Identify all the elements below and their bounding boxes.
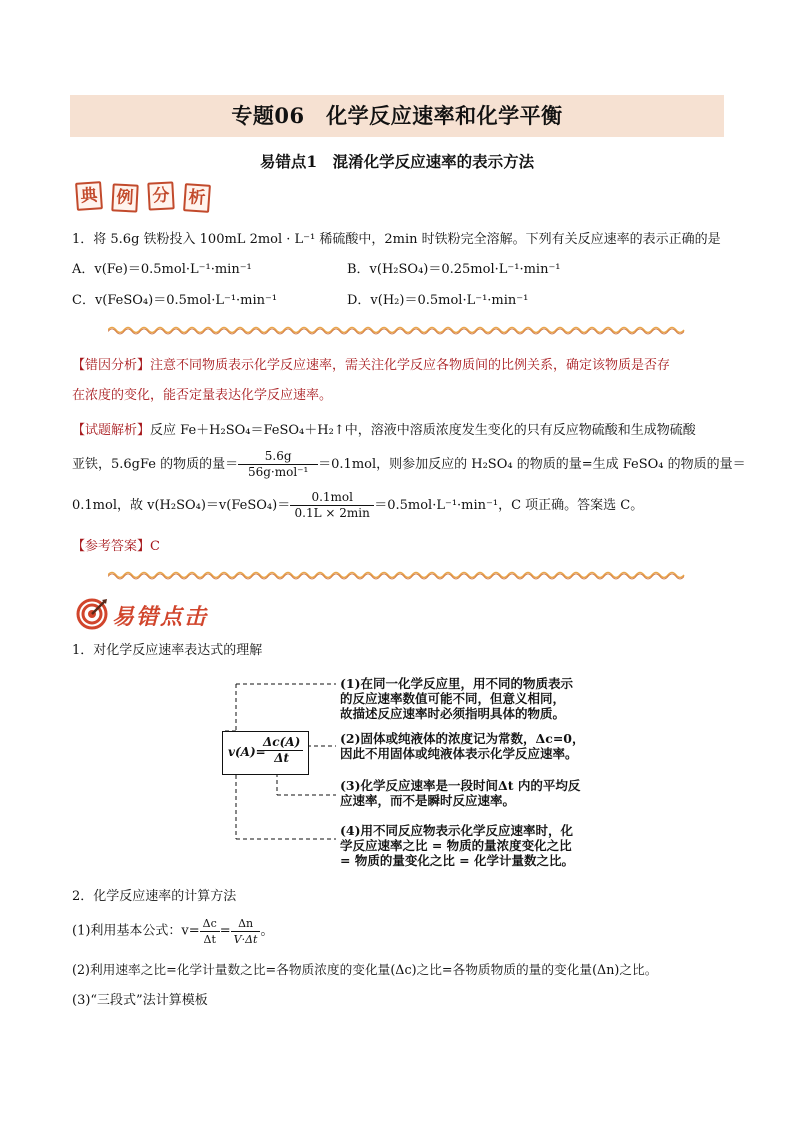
rate-formula-box [222,731,309,775]
option-b: B．v(H₂SO₄)＝0.25mol·L⁻¹·min⁻¹ [347,262,561,277]
section-2-item-2: (2)利用速率之比=化学计量数之比=各物质浓度的变化量(Δc)之比=各物质物质的量的变化量(Δn)之比。 [72,962,658,977]
note-1-line: (1)在同一化学反应里，用不同的物质表示 [340,676,574,691]
note-1-line: 故描述反应速率时必须指明具体的物质。 [340,706,566,721]
formula-denominator: Δt [274,751,290,765]
solution-text-2-post: ＝0.1mol，则参加反应的 H₂SO₄ 的物质的量=生成 FeSO₄ 的物质的量＝ [318,457,746,472]
section-2-heading: 2．化学反应速率的计算方法 [72,889,237,904]
item-1-pre: (1)利用基本公式：v= [72,923,200,939]
fraction-numerator: Δn [231,916,261,932]
target-icon [76,598,108,630]
note-4-line: 学反应速率之比 = 物质的量浓度变化之比 [340,838,572,853]
fraction-denominator: V·Δt [233,933,258,946]
section-2-item-1 [72,916,274,947]
option-d: D．v(H₂)＝0.5mol·L⁻¹·min⁻¹ [347,293,529,308]
banner-char-1: 典 [75,181,103,211]
solution-label: 【试题解析】 [72,423,151,438]
solution-line-1 [72,421,696,441]
error-point-banner [76,598,226,632]
banner-char-3: 分 [147,181,174,210]
note-1 [340,676,573,721]
section-1-heading: 1．对化学反应速率表达式的理解 [72,643,263,658]
note-3-line: (3)化学反应速率是一段时间Δt 内的平均反 [340,778,581,793]
fraction-rate [290,490,374,521]
answer-value: C [150,539,160,554]
note-4 [340,823,574,868]
solution-text-3-pre: 0.1mol，故 v(H₂SO₄)＝v(FeSO₄)＝ [72,498,291,513]
question-stem: 1．将 5.6g 铁粉投入 100mL 2mol · L⁻¹ 稀硫酸中，2min 时铁粉完全溶解。下列有关反应速率的表示正确的是 [72,232,721,247]
example-analysis-banner [76,182,216,214]
note-4-line: = 物质的量变化之比 = 化学计量数之比。 [340,853,575,868]
option-a: A．v(Fe)＝0.5mol·L⁻¹·min⁻¹ [72,262,252,277]
solution-line-3 [72,490,643,521]
item-1-fraction-2 [231,916,261,947]
note-2 [340,731,585,761]
page-subtitle: 易错点1 混淆化学反应速率的表示方法 [259,152,535,171]
note-2-line: (2)固体或纯液体的浓度记为常数，Δc=0， [340,731,585,746]
fraction-numerator: Δc [200,916,220,932]
fraction-mass-over-molar [238,449,318,480]
formula-lhs: v(A)= [228,745,266,759]
item-1-post: 。 [260,923,274,939]
error-analysis-label: 【错因分析】 [72,358,151,373]
banner-char-2: 例 [111,183,138,212]
option-c: C．v(FeSO₄)＝0.5mol·L⁻¹·min⁻¹ [72,293,278,308]
page-title: 专题06 化学反应速率和化学平衡 [231,103,563,128]
answer-label: 【参考答案】 [72,539,151,554]
item-1-fraction-1 [200,916,220,947]
fraction-numerator: 0.1mol [290,490,374,506]
section-2-item-3: (3)“三段式”法计算模板 [72,993,208,1008]
fraction-denominator: 0.1L × 2min [294,506,370,520]
note-1-line: 的反应速率数值可能不同，但意义相同， [340,691,566,706]
formula-fraction [260,735,303,766]
error-analysis-text-2: 在浓度的变化，能否定量表达化学反应速率。 [72,388,333,403]
fraction-numerator: 5.6g [238,449,318,465]
fraction-denominator: Δt [203,933,216,946]
formula-numerator: Δc(A) [260,735,303,751]
fraction-denominator: 56g·mol⁻¹ [247,465,309,479]
error-analysis-text-1: 注意不同物质表示化学反应速率，需关注化学反应各物质间的比例关系，确定该物质是否存 [150,358,671,373]
solution-text-1: 反应 Fe＋H₂SO₄＝FeSO₄＋H₂↑中，溶液中溶质浓度发生变化的只有反应物硫酸和生成物硫酸 [150,423,696,438]
note-4-line: (4)用不同反应物表示化学反应速率时，化 [340,823,574,838]
note-2-line: 因此不用固体或纯液体表示化学反应速率。 [340,746,578,761]
note-3 [340,778,580,808]
note-3-line: 应速率，而不是瞬时反应速率。 [340,793,516,808]
solution-text-3-post: ＝0.5mol·L⁻¹·min⁻¹，C 项正确。答案选 C。 [374,498,644,513]
solution-text-2-pre: 亚铁，5.6gFe 的物质的量＝ [72,457,239,472]
solution-line-2 [72,449,746,480]
wave-divider [108,570,686,580]
item-1-equals: = [219,923,231,939]
banner-char-4: 析 [183,183,211,213]
error-analysis [72,356,670,376]
error-point-title: 易错点击 [112,604,209,630]
wave-divider [108,325,686,335]
reference-answer [72,537,160,557]
